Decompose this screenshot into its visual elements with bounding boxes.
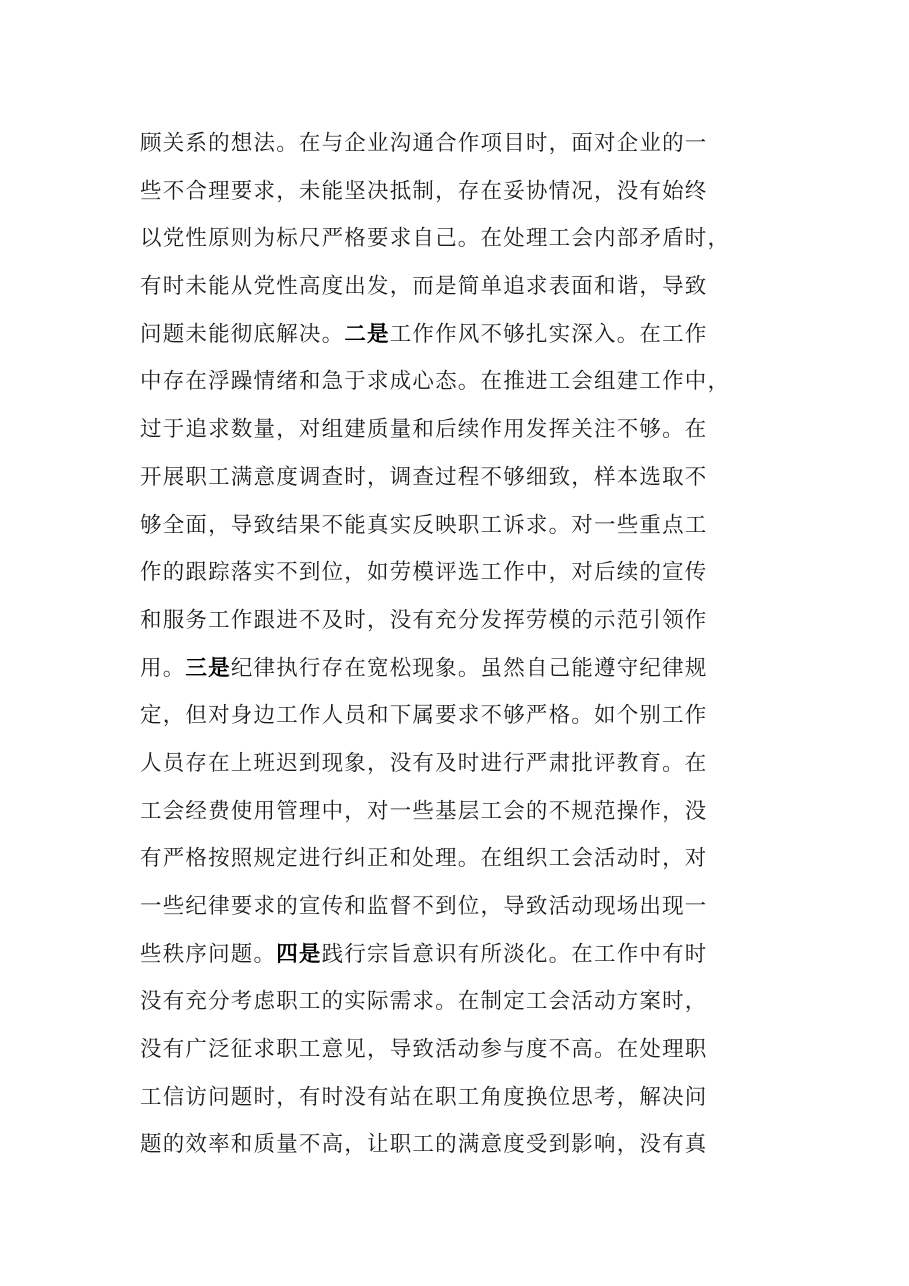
text-line <box>140 215 780 263</box>
text-line <box>140 120 780 168</box>
text-segment: 些秩序问题。 <box>140 941 277 967</box>
emphasis-label: 四是 <box>276 941 322 967</box>
text-line <box>140 978 780 1026</box>
text-segment: 够全面，导致结果不能真实反映职工诉求。对一些重点工 <box>140 512 708 538</box>
text-segment: 没有广泛征求职工意见，导致活动参与度不高。在处理职 <box>140 1037 708 1063</box>
text-segment: 问题未能彻底解决。 <box>140 321 345 347</box>
text-segment: 工会经费使用管理中，对一些基层工会的不规范操作，没 <box>140 798 708 824</box>
text-line <box>140 454 780 502</box>
text-line <box>140 502 780 550</box>
text-segment: 纪律执行存在宽松现象。虽然自己能遵守纪律规 <box>230 655 708 681</box>
body-text <box>140 120 780 1169</box>
text-line <box>140 835 780 883</box>
text-line <box>140 788 780 836</box>
text-segment: 和服务工作跟进不及时，没有充分发挥劳模的示范引领作 <box>140 607 708 633</box>
text-segment: 没有充分考虑职工的实际需求。在制定工会活动方案时， <box>140 989 708 1015</box>
text-line <box>140 406 780 454</box>
text-line <box>140 740 780 788</box>
text-line <box>140 358 780 406</box>
text-line <box>140 549 780 597</box>
text-line <box>140 883 780 931</box>
text-segment: 定，但对身边工作人员和下属要求不够严格。如个别工作 <box>140 703 708 729</box>
text-segment: 人员存在上班迟到现象，没有及时进行严肃批评教育。在 <box>140 750 708 776</box>
text-segment: 过于追求数量，对组建质量和后续作用发挥关注不够。在 <box>140 417 708 443</box>
text-line <box>140 931 780 979</box>
text-segment: 作的跟踪落实不到位，如劳模评选工作中，对后续的宣传 <box>140 560 708 586</box>
text-segment: 有严格按照规定进行纠正和处理。在组织工会活动时，对 <box>140 846 708 872</box>
text-line <box>140 645 780 693</box>
text-segment: 一些纪律要求的宣传和监督不到位，导致活动现场出现一 <box>140 894 708 919</box>
text-line <box>140 692 780 740</box>
text-segment: 些不合理要求，未能坚决抵制，存在妥协情况，没有始终 <box>140 178 708 204</box>
text-line <box>140 311 780 359</box>
text-segment: 工作作风不够扎实深入。在工作 <box>389 321 708 347</box>
text-segment: 践行宗旨意识有所淡化。在工作中有时 <box>321 941 708 967</box>
text-line <box>140 1121 780 1169</box>
text-line <box>140 168 780 216</box>
text-line <box>140 263 780 311</box>
text-segment: 中存在浮躁情绪和急于求成心态。在推进工会组建工作中， <box>140 369 731 395</box>
text-segment: 工信访问题时，有时没有站在职工角度换位思考，解决问 <box>140 1084 708 1110</box>
text-segment: 有时未能从党性高度出发，而是简单追求表面和谐，导致 <box>140 274 708 300</box>
text-segment: 题的效率和质量不高，让职工的满意度受到影响，没有真 <box>140 1132 708 1158</box>
emphasis-label: 二是 <box>344 321 390 347</box>
emphasis-label: 三是 <box>185 655 231 681</box>
text-segment: 以党性原则为标尺严格要求自己。在处理工会内部矛盾时， <box>140 226 731 252</box>
text-segment: 开展职工满意度调查时，调查过程不够细致，样本选取不 <box>140 464 708 490</box>
text-line <box>140 1074 780 1122</box>
text-segment: 用。 <box>140 655 186 681</box>
text-line <box>140 597 780 645</box>
text-segment: 顾关系的想法。在与企业沟通合作项目时，面对企业的一 <box>140 131 708 156</box>
text-line <box>140 1026 780 1074</box>
